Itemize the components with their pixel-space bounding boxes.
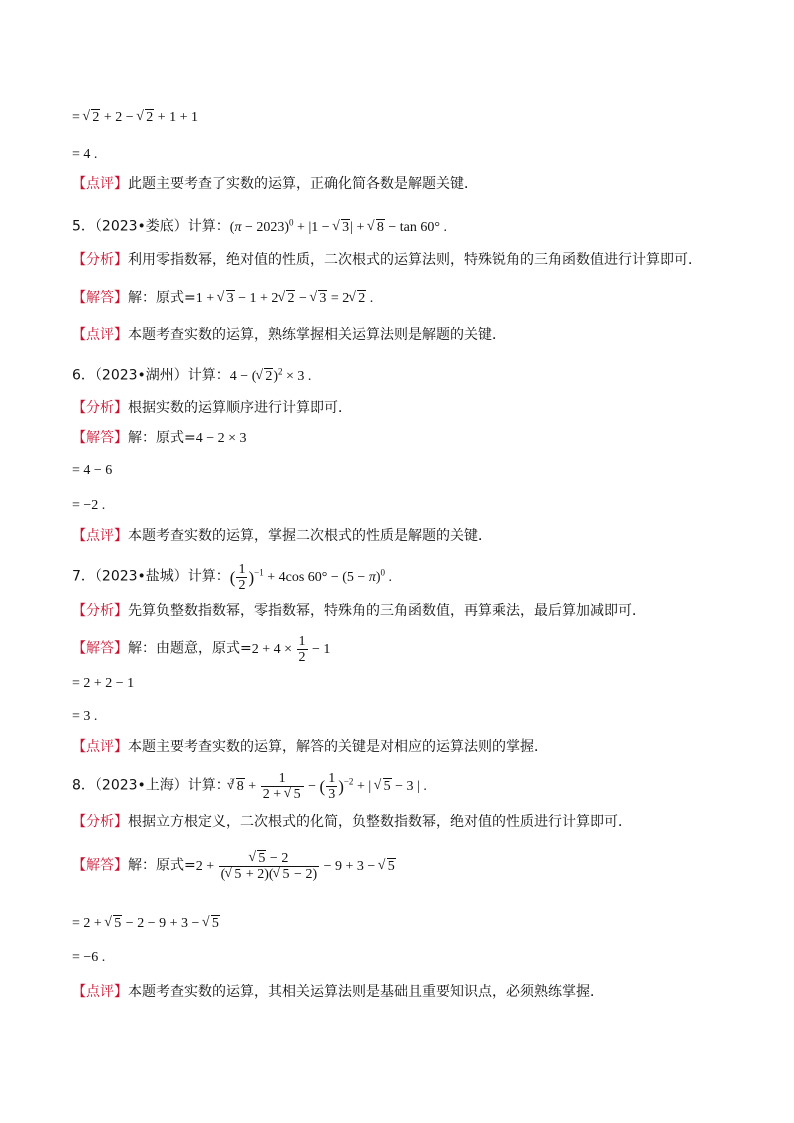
solution-tag: 【解答】: [72, 640, 128, 657]
question-expr: 4 − (√ 2)$^2$ × 3 .: [230, 369, 312, 384]
solution-expr: 2 + 4 × $\frac{1}{2}$ − 1: [251, 634, 331, 665]
review-line: [72, 982, 604, 1002]
math-line: = 2 + √ 5 − 2 − 9 + 3 − √ 5: [72, 914, 220, 934]
analysis-text: 根据立方根定义，二次根式的化简，负整数指数幂，绝对值的性质进行计算即可．: [128, 814, 632, 830]
analysis-line: [72, 812, 632, 832]
question-8: [72, 771, 427, 802]
analysis-line: [72, 398, 352, 418]
math-line: = −2 .: [72, 498, 106, 513]
question-6: [72, 361, 311, 387]
math-line: = 3 .: [72, 709, 98, 724]
review-text: 本题考查实数的运算，掌握二次根式的性质是解题的关键．: [128, 528, 492, 544]
analysis-text: 根据实数的运算顺序进行计算即可．: [128, 400, 352, 416]
review-line: [72, 526, 492, 546]
question-expr: $(\pi - 2023)^0 + |1$ − √ 3| + √ 8 − tan 60° .: [230, 220, 447, 235]
question-expr: ( $\frac{1}{2}$ )$^{-1}$ + 4cos $60^\circ - (5 - \pi)^0$ .: [229, 562, 393, 593]
solution-line: [72, 428, 247, 449]
solution-line: [72, 288, 373, 309]
math-line: = 2 + 2 − 1: [72, 676, 135, 691]
review-tag: 【点评】: [72, 739, 128, 755]
analysis-text: 先算负整数指数幂，零指数幂，特殊角的三角函数值，再算乘法，最后算加减即可．: [128, 603, 646, 619]
analysis-line: [72, 601, 646, 621]
solution-expr: 4 − 2 × 3: [195, 431, 247, 446]
solution-text: 解：原式=: [128, 857, 196, 874]
review-text: 本题主要考查实数的运算，解答的关键是对相应的运算法则的掌握．: [128, 739, 548, 755]
analysis-text: 利用零指数幂，绝对值的性质，二次根式的运算法则，特殊锐角的三角函数值进行计算即可．: [128, 252, 702, 268]
question-5: [72, 212, 447, 238]
math-line: = √ 2 + 2 − √ 2 + 1 + 1: [72, 108, 198, 128]
review-tag: 【点评】: [72, 528, 128, 544]
question-head: 8．（2023•上海）计算：: [72, 777, 230, 794]
analysis-tag: 【分析】: [72, 603, 128, 619]
solution-tag: 【解答】: [72, 857, 128, 874]
math-line: = 4 − 6: [72, 463, 113, 478]
question-head: 6．（2023•湖州）计算：: [72, 367, 230, 384]
solution-text: 解：由题意，原式=: [128, 640, 252, 657]
solution-expr: 1 + √ 3 − 1 + 2√ 2 − √ 3 = 2√ 2 .: [196, 291, 374, 306]
solution-text: 解：原式=: [128, 430, 196, 446]
review-tag: 【点评】: [72, 327, 128, 343]
solution-text: 解：原式=: [128, 290, 196, 306]
question-7: [72, 562, 392, 593]
review-text: 此题主要考查了实数的运算，正确化简各数是解题关键．: [128, 176, 478, 192]
review-line: [72, 737, 548, 757]
math-line: = −6 .: [72, 950, 106, 965]
review-tag: 【点评】: [72, 984, 128, 1000]
question-head: 7．（2023•盐城）计算：: [72, 568, 230, 585]
review-tag: 【点评】: [72, 176, 128, 192]
solution-tag: 【解答】: [72, 430, 128, 446]
analysis-line: [72, 250, 702, 270]
review-text: 本题考查实数的运算，其相关运算法则是基础且重要知识点，必须熟练掌握．: [128, 984, 604, 1000]
analysis-tag: 【分析】: [72, 252, 128, 268]
solution-tag: 【解答】: [72, 290, 128, 306]
analysis-tag: 【分析】: [72, 814, 128, 830]
question-head: 5．（2023•娄底）计算：: [72, 218, 230, 235]
review-line: [72, 174, 478, 194]
solution-line: [72, 634, 330, 665]
review-text: 本题考查实数的运算，熟练掌握相关运算法则是解题的关键．: [128, 327, 506, 343]
question-expr: $^3$√ 8 + $\frac{1}{2 + √ 5}$ − ( $\frac{1}{3}$ )$^{-2}$ + | √ 5 − 3 | .: [230, 779, 427, 794]
review-line: [72, 325, 506, 345]
solution-line: [72, 851, 396, 882]
analysis-tag: 【分析】: [72, 400, 128, 416]
solution-expr: 2 + √ $\frac{5 - 2}{(√ 5 + 2)(√ 5 - 2)}$ − 9 + 3 − √ 5: [196, 859, 396, 874]
math-line: = 4 .: [72, 147, 98, 162]
